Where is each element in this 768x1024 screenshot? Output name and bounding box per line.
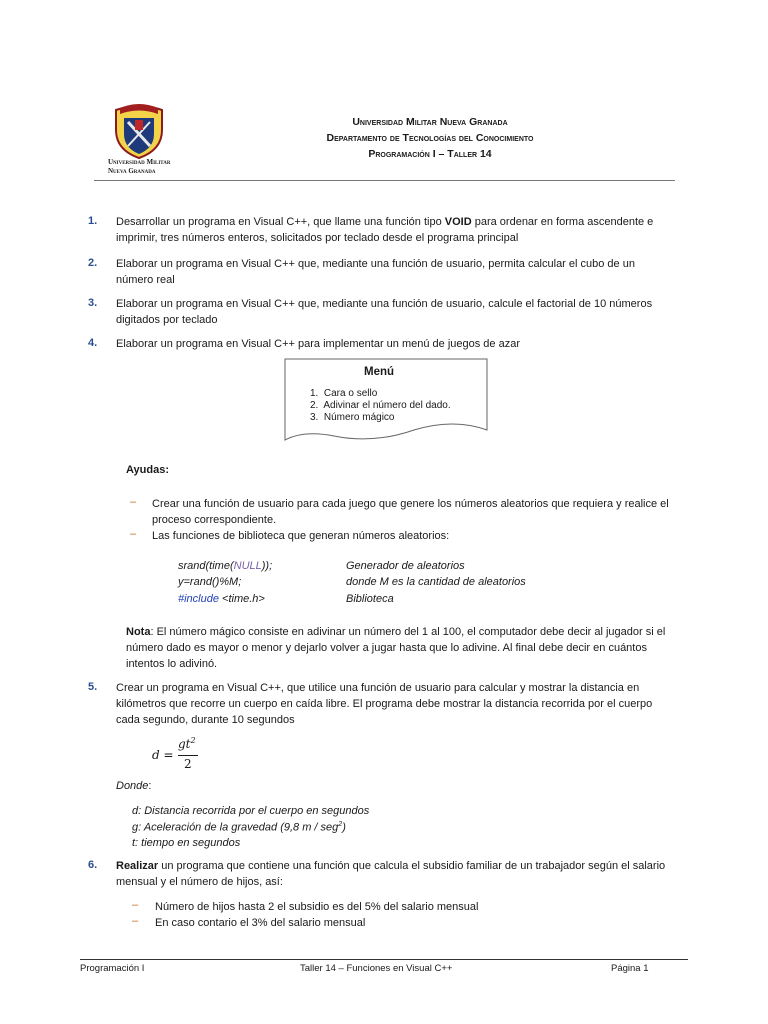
dash-bullet: –	[130, 496, 137, 508]
formula-fraction-bar	[178, 755, 198, 756]
ayudas-bullet-1-line-1: Crear una función de usuario para cada juego que genere los números aleatorios que requiera y realice el	[152, 498, 669, 510]
item-6-line-1: Realizar un programa que contiene una función que calcula el subsidio familiar de un trabajador según el salario	[116, 860, 666, 872]
code-desc-srand: Generador de aleatorios	[346, 560, 465, 572]
formula-numerator: $gt^2$	[178, 736, 196, 751]
menu-option-3: 3. Número mágico	[310, 412, 395, 423]
code-desc-rand: donde M es la cantidad de aleatorios	[346, 576, 526, 588]
menu-title: Menú	[363, 366, 395, 378]
footer-page-number: Página 1	[611, 963, 649, 974]
item-number-3: 3.	[88, 297, 98, 309]
donde-g: g: Aceleración de la gravedad (9,8 m / seg$^2$)	[132, 821, 346, 834]
item-number-1: 1.	[88, 215, 98, 227]
university-logo	[104, 104, 174, 178]
item-6-line-2: mensual y el número de hijos, así:	[116, 876, 283, 888]
ayudas-bullet-2: Las funciones de biblioteca que generan números aleatorios:	[152, 530, 450, 542]
footer-left: Programación I	[80, 963, 145, 974]
formula-denominator: 2	[184, 757, 192, 771]
logo-caption-line-2: Nueva Granada	[108, 167, 156, 175]
nota-line-2: número dado es mayor o menor y dejarlo volver a jugar hasta que lo adivine. Al final debe decir en cuántos	[126, 642, 647, 654]
nota-line-3: intentos lo adivinó.	[126, 658, 218, 670]
item-1-line-1: Desarrollar un programa en Visual C++, que llame una función tipo VOID para ordenar en forma ascendente e	[116, 216, 654, 228]
item-number-4: 4.	[88, 337, 98, 349]
ayudas-bullet-1-line-2: proceso correspondiente.	[152, 514, 277, 526]
item-5-line-1: Crear un programa en Visual C++, que utilice una función de usuario para calcular y mostrar la distancia en	[116, 682, 640, 694]
code-line-rand: y=rand()%M;	[178, 576, 242, 588]
item-3-line-2: digitados por teclado	[116, 314, 218, 326]
donde-label: Donde:	[116, 780, 152, 792]
header-title-3: Programación I – Taller 14	[368, 148, 492, 160]
footer-divider	[80, 959, 688, 960]
menu-option-2: 2. Adivinar el número del dado.	[310, 400, 451, 411]
code-line-include: #include <time.h>	[178, 593, 265, 605]
dash-bullet: –	[132, 915, 139, 927]
formula	[152, 736, 212, 776]
item-2-line-2: número real	[116, 274, 175, 286]
donde-t: t: tiempo en segundos	[132, 837, 241, 849]
footer-center: Taller 14 – Funciones en Visual C++	[300, 963, 453, 974]
code-desc-include: Biblioteca	[346, 593, 394, 605]
item-5-line-2: kilómetros que recorre un cuerpo en caída libre. El programa debe mostrar la distancia recorrida por el cuerpo	[116, 698, 653, 710]
item-2-line-1: Elaborar un programa en Visual C++ que, mediante una función de usuario, permita calcular el cubo de un	[116, 258, 635, 270]
item-3-line-1: Elaborar un programa en Visual C++ que, mediante una función de usuario, calcule el factorial de 10 números	[116, 298, 653, 310]
nota-line-1: Nota: El número mágico consiste en adivinar un número del 1 al 100, el computador debe decir al jugador si el	[126, 626, 666, 638]
subsidio-bullet-2: En caso contario el 3% del salario mensual	[155, 917, 366, 929]
shield-icon	[104, 104, 174, 160]
item-5-line-3: cada segundo, durante 10 segundos	[116, 714, 295, 726]
dash-bullet: –	[132, 899, 139, 911]
logo-caption-line-1: Universidad Militar	[108, 158, 171, 166]
formula-lhs: d =	[152, 748, 174, 762]
subsidio-bullet-1: Número de hijos hasta 2 el subsidio es del 5% del salario mensual	[155, 901, 479, 913]
header-divider	[94, 180, 675, 181]
item-1-line-2: imprimir, tres números enteros, solicitados por teclado desde el programa principal	[116, 232, 519, 244]
ayudas-title: Ayudas:	[126, 464, 169, 476]
dash-bullet: –	[130, 528, 137, 540]
header-title-1: Universidad Militar Nueva Granada	[352, 116, 508, 128]
header-title-2: Departamento de Tecnologías del Conocimiento	[326, 132, 534, 144]
item-number-2: 2.	[88, 257, 98, 269]
item-4-line-1: Elaborar un programa en Visual C++ para implementar un menú de juegos de azar	[116, 338, 520, 350]
code-line-srand: srand(time(NULL));	[178, 560, 273, 572]
item-number-6: 6.	[88, 859, 98, 871]
item-number-5: 5.	[88, 681, 98, 693]
menu-box	[284, 358, 488, 448]
menu-option-1: 1. Cara o sello	[310, 388, 378, 399]
donde-d: d: Distancia recorrida por el cuerpo en segundos	[132, 805, 370, 817]
